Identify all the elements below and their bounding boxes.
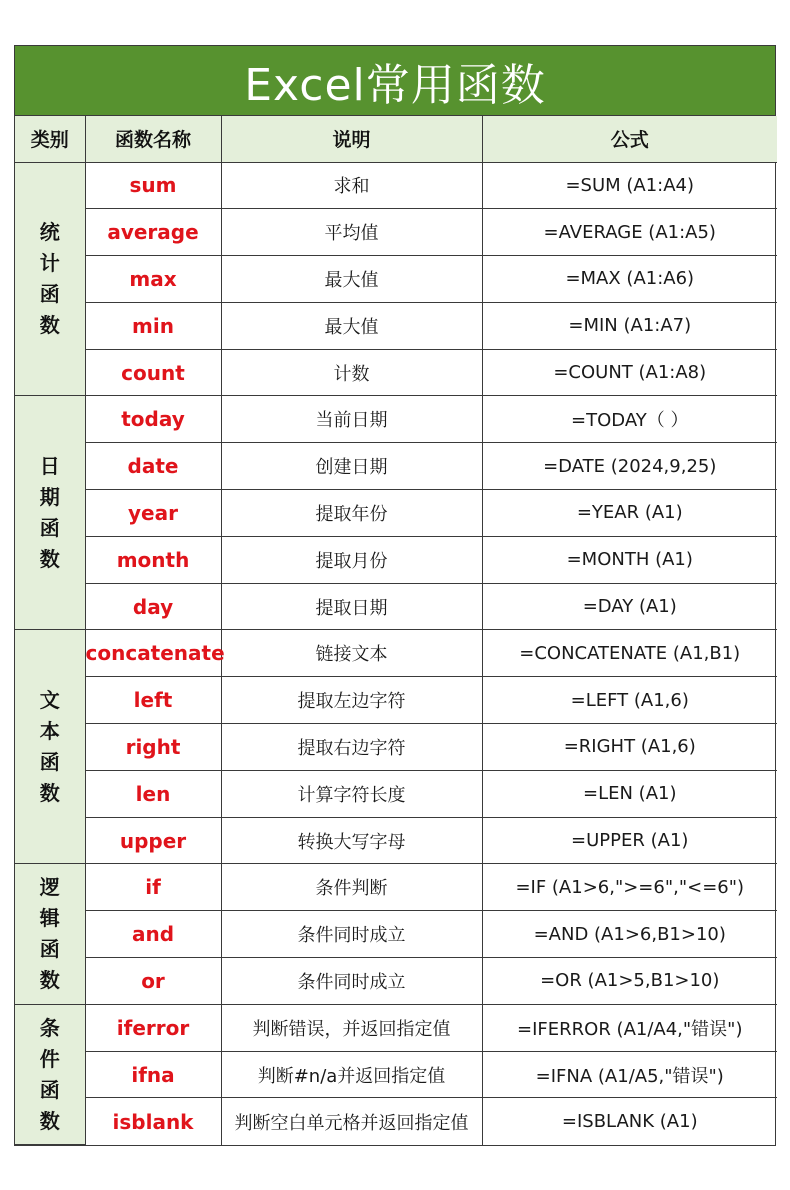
formula-cell: =AND (A1>6,B1>10) (482, 911, 777, 958)
function-name-cell: count (85, 349, 221, 396)
function-name-cell: and (85, 911, 221, 958)
formula-cell: =MONTH (A1) (482, 536, 777, 583)
formula-cell: =TODAY（ ） (482, 396, 777, 443)
table-row (15, 630, 777, 677)
formula-cell: =LEFT (A1,6) (482, 677, 777, 724)
header-formula: 公式 (482, 116, 777, 162)
sheet-title: Excel常用函数 (15, 46, 775, 116)
table-row (15, 490, 777, 537)
function-name-cell: day (85, 583, 221, 630)
table-row (15, 864, 777, 911)
description-cell: 提取月份 (221, 536, 482, 583)
function-name-cell: average (85, 209, 221, 256)
description-cell: 提取日期 (221, 583, 482, 630)
table-body (15, 162, 777, 1145)
header-name: 函数名称 (85, 116, 221, 162)
description-cell: 提取左边字符 (221, 677, 482, 724)
description-cell: 创建日期 (221, 443, 482, 490)
description-cell: 计数 (221, 349, 482, 396)
table-row (15, 911, 777, 958)
header-desc: 说明 (221, 116, 482, 162)
function-name-cell: isblank (85, 1098, 221, 1145)
category-cell: 文 本 函 数 (15, 630, 85, 864)
description-cell: 条件判断 (221, 864, 482, 911)
formula-cell: =UPPER (A1) (482, 817, 777, 864)
table-row (15, 677, 777, 724)
function-name-cell: min (85, 302, 221, 349)
formula-cell: =CONCATENATE (A1,B1) (482, 630, 777, 677)
formula-cell: =SUM (A1:A4) (482, 162, 777, 209)
function-name-cell: ifna (85, 1051, 221, 1098)
category-cell: 逻 辑 函 数 (15, 864, 85, 1004)
header-row (15, 116, 777, 162)
formula-cell: =RIGHT (A1,6) (482, 724, 777, 771)
table-row (15, 302, 777, 349)
table-row (15, 770, 777, 817)
formula-cell: =OR (A1>5,B1>10) (482, 958, 777, 1005)
description-cell: 条件同时成立 (221, 911, 482, 958)
formula-cell: =IF (A1>6,">=6","<=6") (482, 864, 777, 911)
function-name-cell: max (85, 256, 221, 303)
function-name-cell: or (85, 958, 221, 1005)
function-name-cell: sum (85, 162, 221, 209)
description-cell: 链接文本 (221, 630, 482, 677)
formula-cell: =YEAR (A1) (482, 490, 777, 537)
formula-cell: =MAX (A1:A6) (482, 256, 777, 303)
formula-cell: =DAY (A1) (482, 583, 777, 630)
table-row (15, 1098, 777, 1145)
function-table (15, 116, 777, 1145)
description-cell: 判断#n/a并返回指定值 (221, 1051, 482, 1098)
description-cell: 条件同时成立 (221, 958, 482, 1005)
category-cell: 条 件 函 数 (15, 1004, 85, 1144)
function-name-cell: year (85, 490, 221, 537)
table-row (15, 209, 777, 256)
table-row (15, 583, 777, 630)
function-name-cell: if (85, 864, 221, 911)
function-name-cell: right (85, 724, 221, 771)
description-cell: 最大值 (221, 302, 482, 349)
function-name-cell: len (85, 770, 221, 817)
table-row (15, 396, 777, 443)
description-cell: 转换大写字母 (221, 817, 482, 864)
table-row (15, 349, 777, 396)
formula-cell: =ISBLANK (A1) (482, 1098, 777, 1145)
formula-cell: =AVERAGE (A1:A5) (482, 209, 777, 256)
table-row (15, 536, 777, 583)
formula-cell: =COUNT (A1:A8) (482, 349, 777, 396)
table-row (15, 958, 777, 1005)
header-category: 类别 (15, 116, 85, 162)
function-name-cell: month (85, 536, 221, 583)
function-name-cell: upper (85, 817, 221, 864)
formula-cell: =LEN (A1) (482, 770, 777, 817)
description-cell: 判断错误，并返回指定值 (221, 1004, 482, 1051)
table-row (15, 817, 777, 864)
function-name-cell: concatenate (85, 630, 221, 677)
formula-cell: =IFNA (A1/A5,"错误") (482, 1051, 777, 1098)
description-cell: 最大值 (221, 256, 482, 303)
category-cell: 日 期 函 数 (15, 396, 85, 630)
description-cell: 提取右边字符 (221, 724, 482, 771)
category-cell: 统 计 函 数 (15, 162, 85, 396)
table-row (15, 256, 777, 303)
function-name-cell: date (85, 443, 221, 490)
table-row (15, 162, 777, 209)
formula-cell: =IFERROR (A1/A4,"错误") (482, 1004, 777, 1051)
excel-function-sheet (14, 45, 776, 1146)
table-row (15, 1004, 777, 1051)
description-cell: 求和 (221, 162, 482, 209)
formula-cell: =MIN (A1:A7) (482, 302, 777, 349)
table-row (15, 443, 777, 490)
table-row (15, 724, 777, 771)
description-cell: 平均值 (221, 209, 482, 256)
description-cell: 计算字符长度 (221, 770, 482, 817)
description-cell: 判断空白单元格并返回指定值 (221, 1098, 482, 1145)
description-cell: 提取年份 (221, 490, 482, 537)
formula-cell: =DATE (2024,9,25) (482, 443, 777, 490)
table-row (15, 1051, 777, 1098)
function-name-cell: today (85, 396, 221, 443)
function-name-cell: left (85, 677, 221, 724)
description-cell: 当前日期 (221, 396, 482, 443)
function-name-cell: iferror (85, 1004, 221, 1051)
